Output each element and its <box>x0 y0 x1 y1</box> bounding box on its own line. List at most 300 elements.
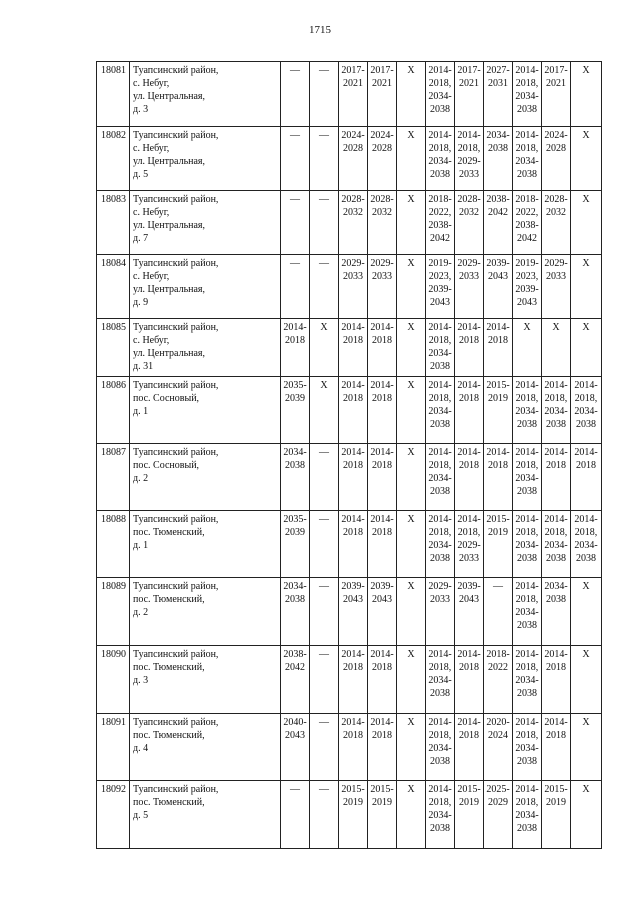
period-line: 2038 <box>517 553 537 564</box>
address-line: Туапсинский район, <box>133 581 219 592</box>
period-line: 2034- <box>428 675 452 686</box>
address-line: Туапсинский район, <box>133 194 219 205</box>
period-line: 2024- <box>370 130 394 141</box>
address-line: пос. Тюменский, <box>133 594 205 605</box>
period-line: 2034- <box>515 810 539 821</box>
period-line: 2014- <box>370 447 394 458</box>
address-cell <box>130 578 281 646</box>
address-line: ул. Центральная, <box>133 91 206 102</box>
period-cell <box>484 127 513 191</box>
period-cell <box>455 444 484 511</box>
period-line: 2029- <box>457 156 481 167</box>
period-line: 2018 <box>372 730 392 741</box>
period-line: 2034- <box>428 743 452 754</box>
period-line: 2038 <box>517 419 537 430</box>
period-cell <box>281 255 310 319</box>
period-line: 2014- <box>457 380 481 391</box>
period-line: 2038 <box>430 688 450 699</box>
period-line: 2018, <box>428 335 452 346</box>
address-line: д. 3 <box>133 675 149 686</box>
period-line: 2018, <box>515 594 539 605</box>
period-line: — <box>319 130 329 141</box>
address-line: ул. Центральная, <box>133 220 206 231</box>
period-line: 2034- <box>428 473 452 484</box>
period-cell <box>281 511 310 578</box>
period-line: 2018, <box>428 662 452 673</box>
period-cell <box>368 319 397 377</box>
period-line: — <box>319 581 329 592</box>
period-line: 2014- <box>515 65 539 76</box>
period-cell <box>397 62 426 127</box>
period-line: 2014- <box>515 784 539 795</box>
period-cell <box>513 511 542 578</box>
period-line: 2021 <box>343 78 363 89</box>
period-line: 2034- <box>544 581 568 592</box>
period-cell <box>426 444 455 511</box>
address-line: ул. Центральная, <box>133 284 206 295</box>
period-line: 2014- <box>341 717 365 728</box>
period-line: 2018, <box>428 797 452 808</box>
period-line: X <box>523 322 531 333</box>
period-cell <box>368 377 397 444</box>
period-line: 2022 <box>488 662 508 673</box>
address-cell <box>130 781 281 849</box>
period-cell <box>513 191 542 255</box>
period-cell <box>484 319 513 377</box>
period-line: 2021 <box>546 78 566 89</box>
period-line: 2014- <box>341 322 365 333</box>
period-line: 2014- <box>341 447 365 458</box>
period-line: 2014- <box>457 717 481 728</box>
row-number: 18087 <box>97 444 130 511</box>
period-line: 2014- <box>370 649 394 660</box>
period-cell <box>426 127 455 191</box>
period-line: 2018, <box>428 393 452 404</box>
period-line: 2018, <box>515 78 539 89</box>
period-line: 2032 <box>546 207 566 218</box>
period-line: 2014- <box>341 649 365 660</box>
period-cell <box>484 377 513 444</box>
period-line: 2014- <box>486 322 510 333</box>
row-number: 18086 <box>97 377 130 444</box>
period-line: 2018, <box>428 527 452 538</box>
period-line: — <box>290 784 300 795</box>
period-cell <box>310 444 339 511</box>
period-line: 2032 <box>372 207 392 218</box>
address-line: Туапсинский район, <box>133 380 219 391</box>
period-line: 2014- <box>544 514 568 525</box>
period-line: 2018 <box>459 335 479 346</box>
period-line: 2038 <box>430 553 450 564</box>
period-cell <box>310 781 339 849</box>
address-line: д. 9 <box>133 297 149 308</box>
period-line: X <box>407 380 415 391</box>
address-line: с. Небуг, <box>133 335 170 346</box>
period-line: 2014- <box>428 514 452 525</box>
period-line: 2038 <box>285 460 305 471</box>
period-line: 2029- <box>341 258 365 269</box>
period-line: X <box>582 322 590 333</box>
address-line: д. 7 <box>133 233 149 244</box>
period-line: 2033 <box>430 594 450 605</box>
period-line: 2043 <box>285 730 305 741</box>
period-line: 2019 <box>488 393 508 404</box>
period-line: 2024- <box>341 130 365 141</box>
period-line: 2014- <box>457 130 481 141</box>
period-line: 2015- <box>341 784 365 795</box>
period-line: 2014- <box>428 322 452 333</box>
period-line: 2034- <box>544 406 568 417</box>
period-cell <box>281 319 310 377</box>
period-line: 2033 <box>459 271 479 282</box>
address-line: д. 4 <box>133 743 149 754</box>
period-cell <box>455 319 484 377</box>
period-cell <box>426 377 455 444</box>
table-row <box>97 714 602 781</box>
period-line: 2040- <box>283 717 307 728</box>
period-line: — <box>290 65 300 76</box>
period-line: 2023, <box>515 271 539 282</box>
period-line: 2018 <box>546 662 566 673</box>
period-line: 2014- <box>457 649 481 660</box>
period-cell <box>542 511 571 578</box>
period-cell <box>426 62 455 127</box>
period-line: 2027- <box>486 65 510 76</box>
period-line: 2014- <box>370 322 394 333</box>
period-line: 2018- <box>515 194 539 205</box>
period-cell <box>571 377 602 444</box>
period-cell <box>542 781 571 849</box>
period-line: 2039- <box>457 581 481 592</box>
period-line: 2018, <box>515 143 539 154</box>
period-line: X <box>407 258 415 269</box>
period-line: — <box>319 258 329 269</box>
address-cell <box>130 255 281 319</box>
period-line: 2038 <box>430 756 450 767</box>
period-line: 2019 <box>459 797 479 808</box>
period-cell <box>455 62 484 127</box>
period-cell <box>426 319 455 377</box>
period-cell <box>542 377 571 444</box>
table-row <box>97 127 602 191</box>
period-line: 2018 <box>459 460 479 471</box>
period-cell <box>368 127 397 191</box>
period-line: X <box>320 380 328 391</box>
period-cell <box>542 319 571 377</box>
address-line: д. 31 <box>133 361 154 372</box>
period-cell <box>339 646 368 714</box>
period-line: 2017- <box>370 65 394 76</box>
period-line: 2019- <box>428 258 452 269</box>
address-cell <box>130 377 281 444</box>
period-cell <box>542 578 571 646</box>
period-line: 2014- <box>428 130 452 141</box>
period-line: 2034- <box>428 348 452 359</box>
period-line: 2034- <box>428 156 452 167</box>
period-cell <box>368 578 397 646</box>
address-cell <box>130 319 281 377</box>
period-line: 2014- <box>574 380 598 391</box>
period-line: 2038- <box>486 194 510 205</box>
period-line: 2029- <box>428 581 452 592</box>
period-cell <box>571 646 602 714</box>
period-line: 2019 <box>372 797 392 808</box>
period-line: 2038 <box>430 104 450 115</box>
period-line: 2034- <box>428 406 452 417</box>
period-cell <box>542 255 571 319</box>
period-cell <box>455 714 484 781</box>
period-line: X <box>582 581 590 592</box>
period-line: 2019 <box>343 797 363 808</box>
period-line: — <box>319 514 329 525</box>
period-cell <box>281 444 310 511</box>
address-line: Туапсинский район, <box>133 514 219 525</box>
period-line: 2018, <box>515 460 539 471</box>
period-cell <box>339 127 368 191</box>
period-line: 2018, <box>574 393 598 404</box>
period-line: 2034- <box>515 675 539 686</box>
period-cell <box>339 62 368 127</box>
period-line: 2038 <box>517 169 537 180</box>
period-cell <box>542 191 571 255</box>
period-line: 2014- <box>428 380 452 391</box>
period-line: 2021 <box>372 78 392 89</box>
address-line: Туапсинский район, <box>133 258 219 269</box>
address-line: д. 1 <box>133 540 149 551</box>
address-line: Туапсинский район, <box>133 447 219 458</box>
row-number: 18084 <box>97 255 130 319</box>
period-line: 2018, <box>515 527 539 538</box>
period-line: 2014- <box>370 380 394 391</box>
period-line: 2014- <box>574 447 598 458</box>
row-number: 18088 <box>97 511 130 578</box>
period-line: X <box>582 130 590 141</box>
period-cell <box>571 191 602 255</box>
address-line: с. Небуг, <box>133 78 170 89</box>
period-line: — <box>290 194 300 205</box>
period-line: X <box>582 194 590 205</box>
address-line: д. 5 <box>133 169 149 180</box>
period-line: X <box>320 322 328 333</box>
period-cell <box>571 578 602 646</box>
period-cell <box>339 511 368 578</box>
period-line: 2014- <box>544 380 568 391</box>
period-cell <box>397 511 426 578</box>
address-line: ул. Центральная, <box>133 348 206 359</box>
row-number: 18083 <box>97 191 130 255</box>
period-line: — <box>290 258 300 269</box>
period-cell <box>368 444 397 511</box>
period-line: 2018 <box>343 662 363 673</box>
row-number: 18089 <box>97 578 130 646</box>
period-line: 2018, <box>428 460 452 471</box>
period-line: 2034- <box>428 540 452 551</box>
period-line: 2043 <box>430 297 450 308</box>
period-cell <box>310 714 339 781</box>
period-line: 2014- <box>457 447 481 458</box>
period-line: 2014- <box>515 649 539 660</box>
period-line: 2014- <box>341 380 365 391</box>
period-cell <box>368 714 397 781</box>
period-line: 2019 <box>488 527 508 538</box>
period-line: 2038 <box>517 688 537 699</box>
period-cell <box>310 646 339 714</box>
table-row <box>97 781 602 849</box>
period-line: 2034- <box>428 91 452 102</box>
period-cell <box>484 511 513 578</box>
period-line: 2018 <box>372 662 392 673</box>
period-cell <box>397 781 426 849</box>
period-line: 2031 <box>488 78 508 89</box>
period-line: X <box>407 784 415 795</box>
period-line: 2028- <box>457 194 481 205</box>
period-cell <box>542 714 571 781</box>
address-line: пос. Тюменский, <box>133 527 205 538</box>
period-line: 2039- <box>486 258 510 269</box>
period-line: 2018 <box>546 460 566 471</box>
table-row <box>97 444 602 511</box>
period-cell <box>397 191 426 255</box>
period-line: 2029- <box>457 540 481 551</box>
address-line: д. 2 <box>133 607 149 618</box>
period-cell <box>455 377 484 444</box>
period-cell <box>397 444 426 511</box>
period-line: 2033 <box>459 169 479 180</box>
period-line: 2018 <box>488 335 508 346</box>
table-row <box>97 511 602 578</box>
period-line: 2034- <box>515 473 539 484</box>
period-line: — <box>290 130 300 141</box>
address-line: д. 2 <box>133 473 149 484</box>
period-cell <box>281 578 310 646</box>
period-line: 2029- <box>544 258 568 269</box>
period-line: 2039 <box>285 393 305 404</box>
period-line: 2014- <box>370 717 394 728</box>
period-line: — <box>493 581 503 592</box>
period-cell <box>310 191 339 255</box>
period-line: 2014- <box>515 130 539 141</box>
period-line: 2015- <box>370 784 394 795</box>
period-line: 2028- <box>370 194 394 205</box>
period-cell <box>339 319 368 377</box>
period-line: 2038 <box>430 486 450 497</box>
period-line: 2034- <box>574 540 598 551</box>
period-line: X <box>407 649 415 660</box>
period-line: 2018 <box>372 393 392 404</box>
period-line: 2018, <box>515 797 539 808</box>
period-line: 2038 <box>546 419 566 430</box>
period-cell <box>397 255 426 319</box>
period-cell <box>426 781 455 849</box>
period-line: 2014- <box>428 784 452 795</box>
period-cell <box>455 646 484 714</box>
period-cell <box>397 127 426 191</box>
period-cell <box>484 646 513 714</box>
period-line: 2014- <box>428 447 452 458</box>
period-line: 2014- <box>544 447 568 458</box>
period-line: 2043 <box>517 297 537 308</box>
row-number: 18081 <box>97 62 130 127</box>
period-line: 2022, <box>428 207 452 218</box>
period-line: 2038 <box>517 486 537 497</box>
period-cell <box>484 714 513 781</box>
period-cell <box>397 377 426 444</box>
period-line: 2039- <box>515 284 539 295</box>
period-line: 2018, <box>428 143 452 154</box>
period-cell <box>339 714 368 781</box>
period-cell <box>397 714 426 781</box>
period-cell <box>426 578 455 646</box>
period-line: 2018 <box>343 527 363 538</box>
period-line: 2018, <box>457 143 481 154</box>
period-line: 2014- <box>428 65 452 76</box>
period-line: 2014- <box>457 514 481 525</box>
period-line: 2038 <box>430 419 450 430</box>
period-cell <box>513 377 542 444</box>
period-cell <box>281 377 310 444</box>
period-line: 2033 <box>459 553 479 564</box>
address-cell <box>130 511 281 578</box>
period-line: 2038- <box>283 649 307 660</box>
period-line: 2035- <box>283 380 307 391</box>
period-line: — <box>319 784 329 795</box>
period-cell <box>368 62 397 127</box>
period-cell <box>455 781 484 849</box>
period-line: 2038 <box>285 594 305 605</box>
period-cell <box>339 191 368 255</box>
period-line: 2042 <box>430 233 450 244</box>
period-line: 2017- <box>341 65 365 76</box>
table-row <box>97 578 602 646</box>
period-line: 2038 <box>546 594 566 605</box>
period-line: 2038 <box>430 361 450 372</box>
period-line: 2014- <box>370 514 394 525</box>
period-line: X <box>552 322 560 333</box>
period-cell <box>455 191 484 255</box>
period-line: 2034- <box>283 447 307 458</box>
period-line: 2039- <box>428 284 452 295</box>
period-line: 2029- <box>457 258 481 269</box>
period-line: 2019- <box>515 258 539 269</box>
period-cell <box>571 255 602 319</box>
period-cell <box>310 578 339 646</box>
period-line: 2014- <box>341 514 365 525</box>
period-cell <box>339 444 368 511</box>
period-line: X <box>407 65 415 76</box>
address-cell <box>130 646 281 714</box>
period-line: X <box>407 322 415 333</box>
period-line: 2043 <box>343 594 363 605</box>
period-cell <box>339 255 368 319</box>
period-line: X <box>582 717 590 728</box>
address-line: с. Небуг, <box>133 143 170 154</box>
period-line: 2038 <box>517 620 537 631</box>
period-cell <box>542 62 571 127</box>
period-line: 2039- <box>370 581 394 592</box>
period-line: 2028 <box>546 143 566 154</box>
period-line: 2034- <box>515 607 539 618</box>
period-cell <box>368 781 397 849</box>
period-cell <box>542 646 571 714</box>
period-line: 2028 <box>343 143 363 154</box>
table-row <box>97 377 602 444</box>
period-cell <box>455 511 484 578</box>
period-line: X <box>407 581 415 592</box>
period-line: X <box>407 447 415 458</box>
table-row <box>97 319 602 377</box>
address-line: д. 5 <box>133 810 149 821</box>
period-cell <box>513 255 542 319</box>
